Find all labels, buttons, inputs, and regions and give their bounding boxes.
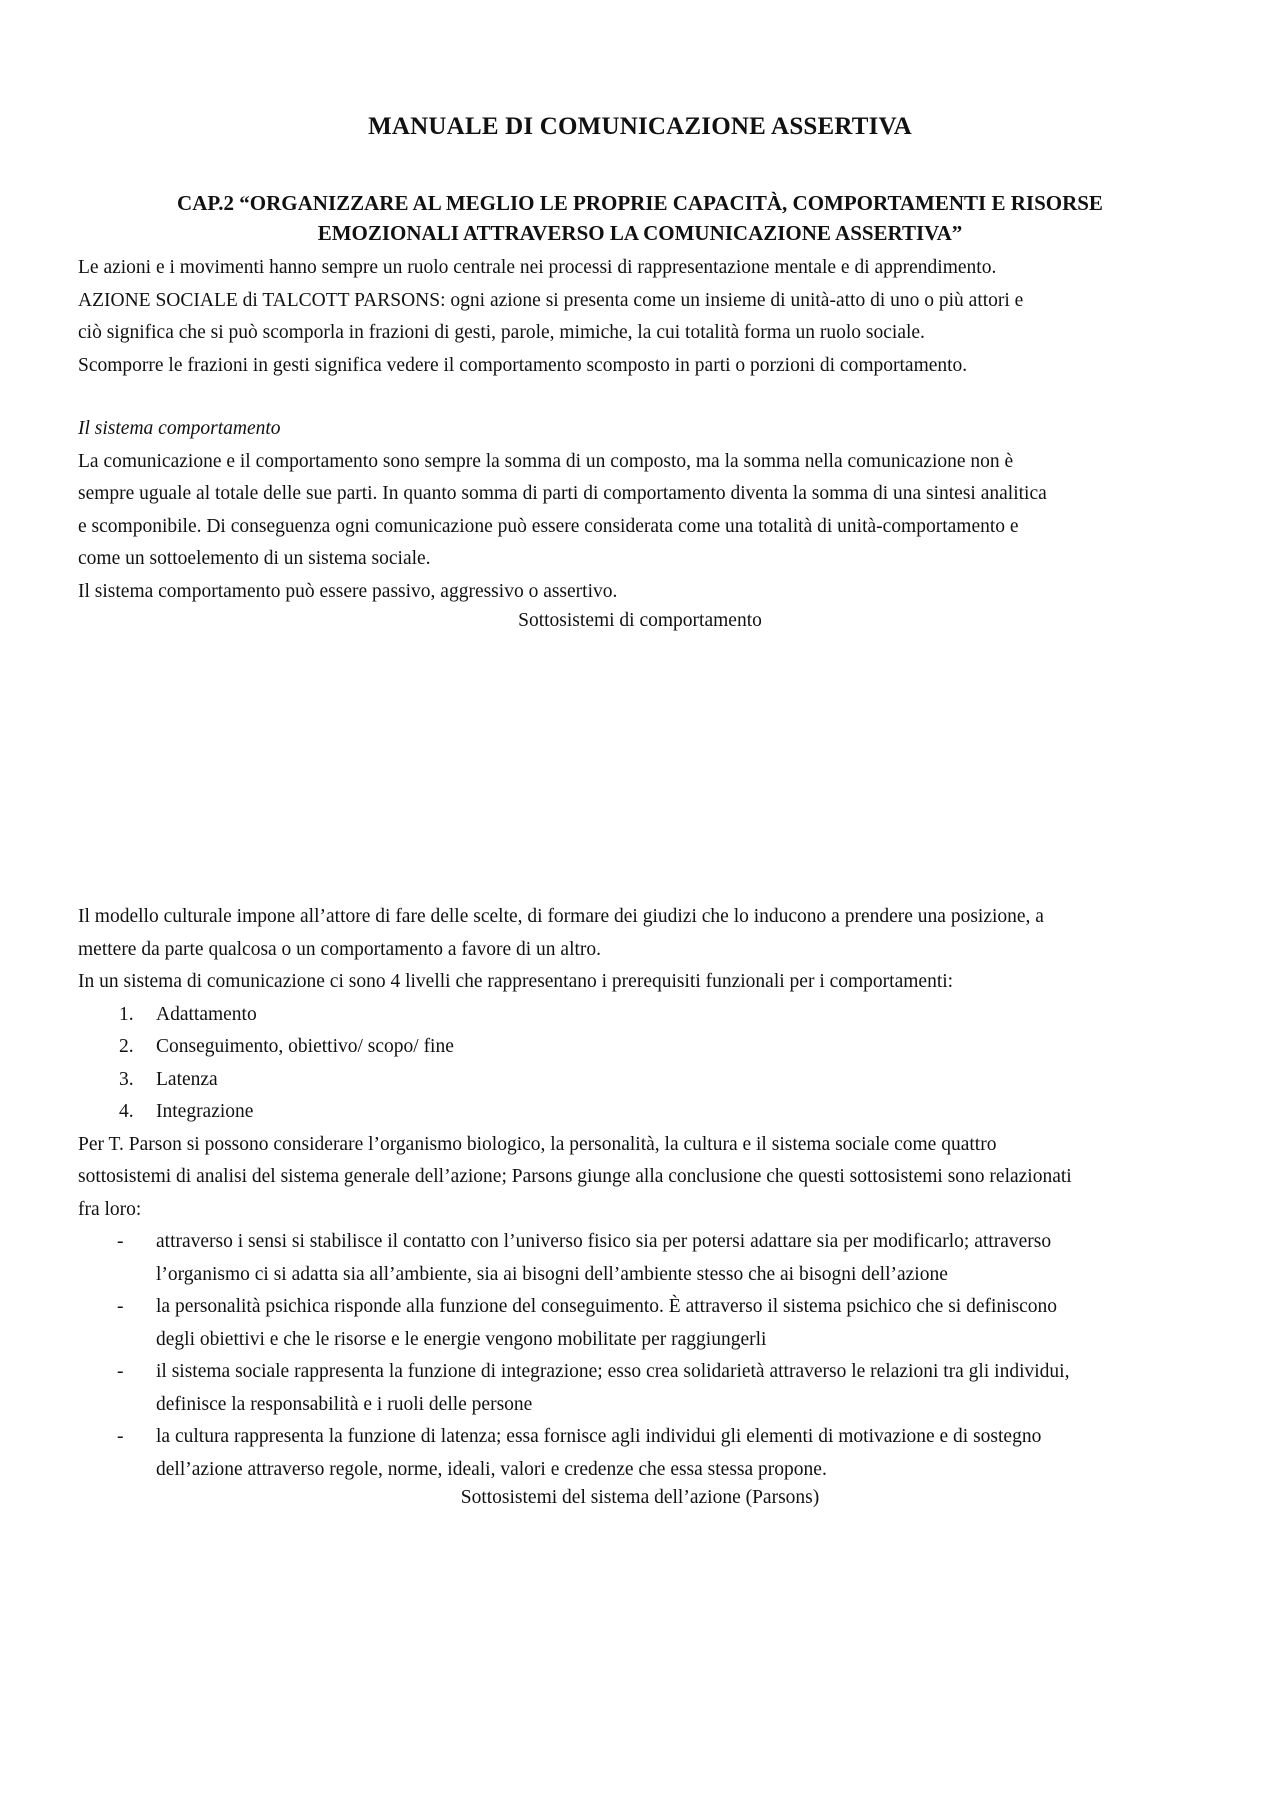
list-item — [78, 1421, 1208, 1486]
list-item-text: Adattamento — [156, 1003, 257, 1025]
list-item — [78, 1226, 1208, 1291]
document-title: MANUALE DI COMUNICAZIONE ASSERTIVA — [368, 113, 912, 140]
figure-caption: Sottosistemi di comportamento — [518, 610, 762, 631]
figure-caption: Sottosistemi del sistema dell’azione (Parsons) — [460, 1487, 820, 1508]
chapter-heading-line: CAP.2 “ORGANIZZARE AL MEGLIO LE PROPRIE CAPACITÀ, COMPORTAMENTI E RISORSE — [177, 191, 1103, 215]
behavior-system-section — [78, 413, 1208, 608]
subsystems-list — [78, 1226, 1208, 1486]
list-dash: - — [117, 1231, 124, 1252]
list-item-text: Conseguimento, obiettivo/ scopo/ fine — [156, 1036, 454, 1057]
list-dash: - — [117, 1361, 124, 1382]
intro-paragraph — [78, 252, 1208, 382]
section-heading: Il sistema comportamento — [78, 418, 281, 439]
list-number: 4. — [119, 1101, 134, 1122]
levels-list — [78, 999, 1208, 1129]
text-line: la personalità psichica risponde alla funzione del conseguimento. È attraverso il sistema psichico che si definiscono — [156, 1296, 1058, 1317]
text-line: definisce la responsabilità e i ruoli delle persone — [156, 1393, 533, 1415]
list-item-text: Integrazione — [156, 1101, 254, 1122]
list-dash: - — [117, 1426, 124, 1447]
list-item — [78, 1291, 1208, 1356]
list-dash: - — [117, 1296, 124, 1317]
list-item — [78, 1031, 1208, 1064]
list-item — [78, 1064, 1208, 1097]
text-line: ciò significa che si può scomporla in frazioni di gesti, parole, mimiche, la cui totalità forma un ruolo sociale. — [78, 322, 925, 343]
list-number: 3. — [119, 1068, 134, 1090]
text-line: Le azioni e i movimenti hanno sempre un ruolo centrale nei processi di rappresentazione mentale e di apprendimento. — [78, 257, 997, 278]
text-line: In un sistema di comunicazione ci sono 4 livelli che rappresentano i prerequisiti funzionali per i comportamenti: — [78, 971, 954, 992]
list-number: 2. — [119, 1036, 134, 1057]
list-item — [78, 1096, 1208, 1129]
text-line: e scomponibile. Di conseguenza ogni comunicazione può essere considerata come una totalità di unità-comportamento e — [78, 515, 1019, 537]
text-line: degli obiettivi e che le risorse e le energie vengono mobilitate per raggiungerli — [156, 1328, 767, 1350]
list-number: 1. — [119, 1003, 134, 1025]
text-line: l’organismo ci si adatta sia all’ambiente, sia ai bisogni dell’ambiente stesso che ai bisogni dell’azione — [156, 1263, 948, 1285]
chapter-heading-line: EMOZIONALI ATTRAVERSO LA COMUNICAZIONE ASSERTIVA” — [317, 221, 963, 245]
text-line: AZIONE SOCIALE di TALCOTT PARSONS: ogni azione si presenta come un insieme di unità-atto di uno o più attori e — [78, 289, 1024, 311]
text-line: fra loro: — [78, 1198, 142, 1220]
list-item — [78, 1356, 1208, 1421]
text-line: la cultura rappresenta la funzione di latenza; essa fornisce agli individui gli elementi di motivazione e di sostegno — [156, 1426, 1042, 1447]
text-line: La comunicazione e il comportamento sono sempre la somma di un composto, ma la somma nella comunicazione non è — [78, 450, 1014, 472]
text-line: Scomporre le frazioni in gesti significa vedere il comportamento scomposto in parti o porzioni di comportamento. — [78, 354, 968, 376]
text-line: Per T. Parson si possono considerare l’organismo biologico, la personalità, la cultura e il sistema sociale come quattro — [78, 1133, 997, 1155]
text-line: il sistema sociale rappresenta la funzione di integrazione; esso crea solidarietà attraverso le relazioni tra gli individui, — [156, 1361, 1070, 1382]
text-line: mettere da parte qualcosa o un comportamento a favore di un altro. — [78, 938, 602, 960]
chapter-heading — [0, 188, 1280, 248]
text-line: Il modello culturale impone all’attore di fare delle scelte, di formare dei giudizi che lo inducono a prendere una posizione, a — [78, 906, 1044, 927]
text-line: Il sistema comportamento può essere passivo, aggressivo o assertivo. — [78, 580, 618, 602]
text-line: sottosistemi di analisi del sistema generale dell’azione; Parsons giunge alla conclusione che questi sottosistemi sono relazionati — [78, 1166, 1072, 1187]
text-line: attraverso i sensi si stabilisce il contatto con l’universo fisico sia per potersi adattare sia per modificarlo; attraverso — [156, 1231, 1052, 1252]
list-item-text: Latenza — [156, 1068, 218, 1090]
list-item — [78, 999, 1208, 1032]
text-line: sempre uguale al totale delle sue parti. In quanto somma di parti di comportamento diventa la somma di una sintesi analitica — [78, 483, 1047, 504]
cultural-model-section — [78, 901, 1208, 1486]
text-line: dell’azione attraverso regole, norme, ideali, valori e credenze che essa stessa propone. — [156, 1458, 827, 1480]
text-line: come un sottoelemento di un sistema sociale. — [78, 548, 431, 569]
